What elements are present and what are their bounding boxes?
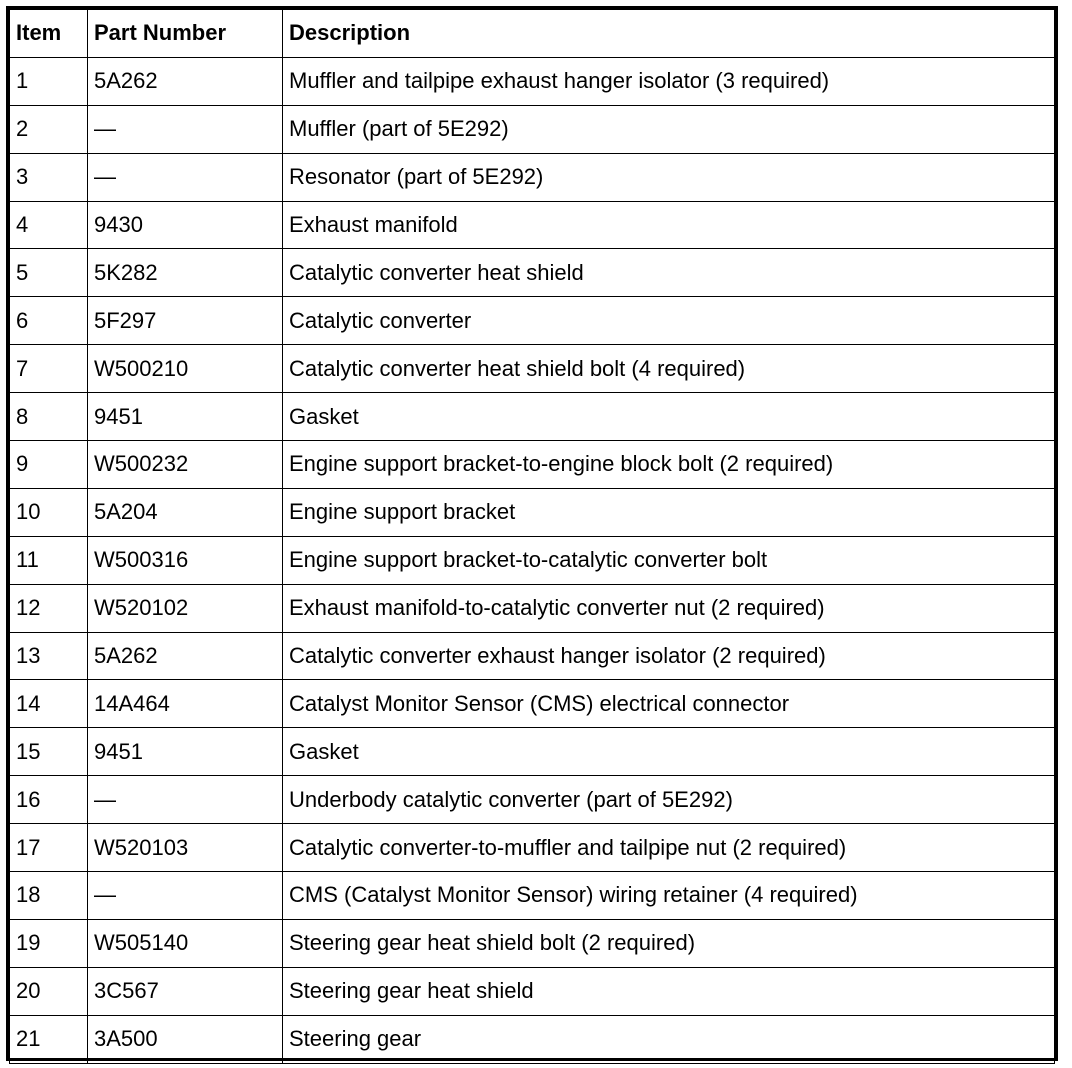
cell-description: Catalytic converter heat shield <box>283 249 1055 297</box>
table-row <box>10 872 1055 920</box>
cell-part-number: W500316 <box>88 536 283 584</box>
cell-description: Engine support bracket-to-catalytic converter bolt <box>283 536 1055 584</box>
cell-item: 14 <box>10 680 88 728</box>
table-row <box>10 393 1055 441</box>
cell-part-number: W520102 <box>88 584 283 632</box>
cell-description: Gasket <box>283 393 1055 441</box>
cell-part-number: W500210 <box>88 345 283 393</box>
cell-item: 16 <box>10 776 88 824</box>
table-row <box>10 297 1055 345</box>
cell-description: Engine support bracket-to-engine block bolt (2 required) <box>283 441 1055 489</box>
cell-part-number: 5A204 <box>88 488 283 536</box>
table-row <box>10 824 1055 872</box>
table-row <box>10 105 1055 153</box>
cell-description: Underbody catalytic converter (part of 5E292) <box>283 776 1055 824</box>
table-row <box>10 536 1055 584</box>
cell-description: Muffler (part of 5E292) <box>283 105 1055 153</box>
cell-description: Engine support bracket <box>283 488 1055 536</box>
cell-item: 15 <box>10 728 88 776</box>
cell-item: 5 <box>10 249 88 297</box>
cell-description: Resonator (part of 5E292) <box>283 153 1055 201</box>
cell-part-number: — <box>88 872 283 920</box>
cell-description: Catalytic converter heat shield bolt (4 required) <box>283 345 1055 393</box>
table-row <box>10 632 1055 680</box>
cell-item: 4 <box>10 201 88 249</box>
parts-table-frame <box>6 6 1058 1061</box>
cell-item: 8 <box>10 393 88 441</box>
cell-description: Steering gear heat shield bolt (2 required) <box>283 919 1055 967</box>
cell-item: 1 <box>10 57 88 105</box>
cell-description: Exhaust manifold <box>283 201 1055 249</box>
cell-item: 20 <box>10 967 88 1015</box>
cell-item: 11 <box>10 536 88 584</box>
cell-description: Steering gear heat shield <box>283 967 1055 1015</box>
cell-description: Catalytic converter exhaust hanger isolator (2 required) <box>283 632 1055 680</box>
cell-description: Gasket <box>283 728 1055 776</box>
header-row <box>10 10 1055 58</box>
cell-item: 18 <box>10 872 88 920</box>
header-part-number: Part Number <box>88 10 283 58</box>
cell-part-number: 3A500 <box>88 1015 283 1063</box>
cell-item: 3 <box>10 153 88 201</box>
cell-item: 10 <box>10 488 88 536</box>
cell-part-number: 9451 <box>88 728 283 776</box>
table-row <box>10 919 1055 967</box>
table-row <box>10 345 1055 393</box>
table-row <box>10 201 1055 249</box>
cell-part-number: 5K282 <box>88 249 283 297</box>
header-description: Description <box>283 10 1055 58</box>
parts-table <box>9 9 1055 1064</box>
table-row <box>10 776 1055 824</box>
table-row <box>10 967 1055 1015</box>
cell-item: 2 <box>10 105 88 153</box>
cell-part-number: 5A262 <box>88 57 283 105</box>
cell-part-number: W520103 <box>88 824 283 872</box>
cell-part-number: — <box>88 105 283 153</box>
cell-description: Exhaust manifold-to-catalytic converter nut (2 required) <box>283 584 1055 632</box>
cell-item: 19 <box>10 919 88 967</box>
cell-part-number: — <box>88 153 283 201</box>
cell-part-number: 5F297 <box>88 297 283 345</box>
cell-part-number: 3C567 <box>88 967 283 1015</box>
table-row <box>10 488 1055 536</box>
table-row <box>10 249 1055 297</box>
cell-description: Catalytic converter-to-muffler and tailpipe nut (2 required) <box>283 824 1055 872</box>
cell-item: 13 <box>10 632 88 680</box>
table-row <box>10 680 1055 728</box>
cell-item: 7 <box>10 345 88 393</box>
cell-item: 9 <box>10 441 88 489</box>
table-row <box>10 728 1055 776</box>
cell-item: 12 <box>10 584 88 632</box>
table-row <box>10 1015 1055 1063</box>
table-row <box>10 441 1055 489</box>
table-row <box>10 584 1055 632</box>
cell-item: 17 <box>10 824 88 872</box>
cell-description: Catalyst Monitor Sensor (CMS) electrical connector <box>283 680 1055 728</box>
cell-part-number: W505140 <box>88 919 283 967</box>
cell-description: Catalytic converter <box>283 297 1055 345</box>
cell-description: Steering gear <box>283 1015 1055 1063</box>
header-item: Item <box>10 10 88 58</box>
cell-part-number: 14A464 <box>88 680 283 728</box>
cell-item: 6 <box>10 297 88 345</box>
cell-part-number: 5A262 <box>88 632 283 680</box>
cell-description: CMS (Catalyst Monitor Sensor) wiring retainer (4 required) <box>283 872 1055 920</box>
cell-description: Muffler and tailpipe exhaust hanger isolator (3 required) <box>283 57 1055 105</box>
cell-part-number: 9430 <box>88 201 283 249</box>
cell-part-number: 9451 <box>88 393 283 441</box>
cell-part-number: — <box>88 776 283 824</box>
table-row <box>10 57 1055 105</box>
cell-part-number: W500232 <box>88 441 283 489</box>
table-row <box>10 153 1055 201</box>
cell-item: 21 <box>10 1015 88 1063</box>
